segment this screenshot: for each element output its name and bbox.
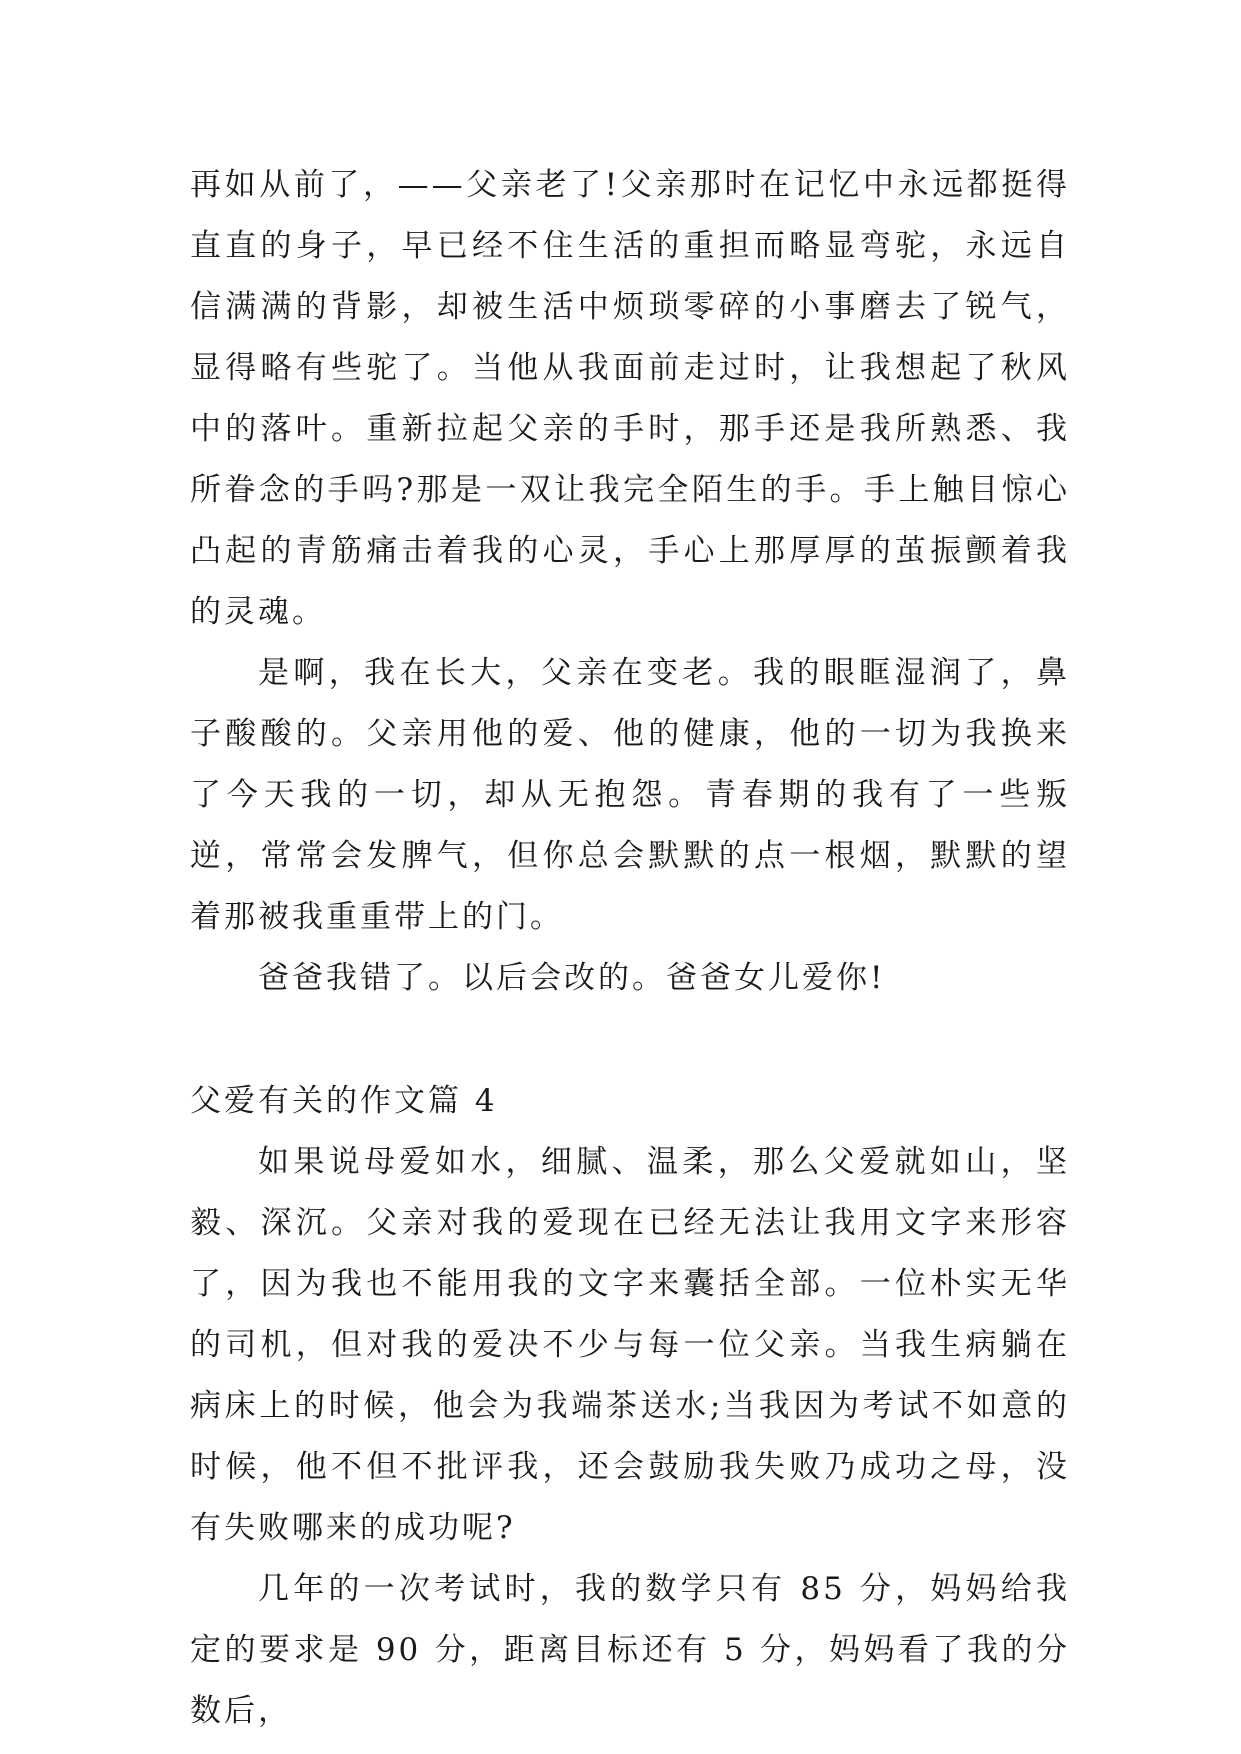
paragraph: 爸爸我错了。以后会改的。爸爸女儿爱你!	[258, 960, 886, 996]
paragraph: 是啊，我在长大，父亲在变老。我的眼眶湿润了，鼻子酸酸的。父亲用他的爱、他的健康，他的一切为我换来了今天我的一切，却从无抱怨。青春期的我有了一些叛逆，常常会发脾气，但你总会默默的点一根烟，默默的望着那被我重重带上的门。	[190, 655, 1070, 935]
paragraph-continued: 再如从前了，——父亲老了!父亲那时在记忆中永远都挺得直直的身子，早已经不住生活的重担而略显弯驼，永远自信满满的背影，却被生活中烦琐零碎的小事磨去了锐气，显得略有些驼了。当他从我面前走过时，让我想起了秋风中的落叶。重新拉起父亲的手时，那手还是我所熟悉、我所眷念的手吗?那是一双让我完全陌生的手。手上触目惊心凸起的青筋痛击着我的心灵，手心上那厚厚的茧振颤着我的灵魂。	[190, 167, 1070, 630]
document-body	[190, 155, 1070, 1742]
section-heading: 父爱有关的作文篇 4	[190, 1083, 498, 1119]
paragraph: 如果说母爱如水，细腻、温柔，那么父爱就如山，坚毅、深沉。父亲对我的爱现在已经无法让我用文字来形容了，因为我也不能用我的文字来囊括全部。一位朴实无华的司机，但对我的爱决不少与每一位父亲。当我生病躺在病床上的时候，他会为我端茶送水;当我因为考试不如意的时候，他不但不批评我，还会鼓励我失败乃成功之母，没有失败哪来的成功呢?	[190, 1144, 1070, 1546]
paragraph: 几年的一次考试时，我的数学只有 85 分，妈妈给我定的要求是 90 分，距离目标还有 5 分，妈妈看了我的分数后，	[190, 1571, 1070, 1729]
